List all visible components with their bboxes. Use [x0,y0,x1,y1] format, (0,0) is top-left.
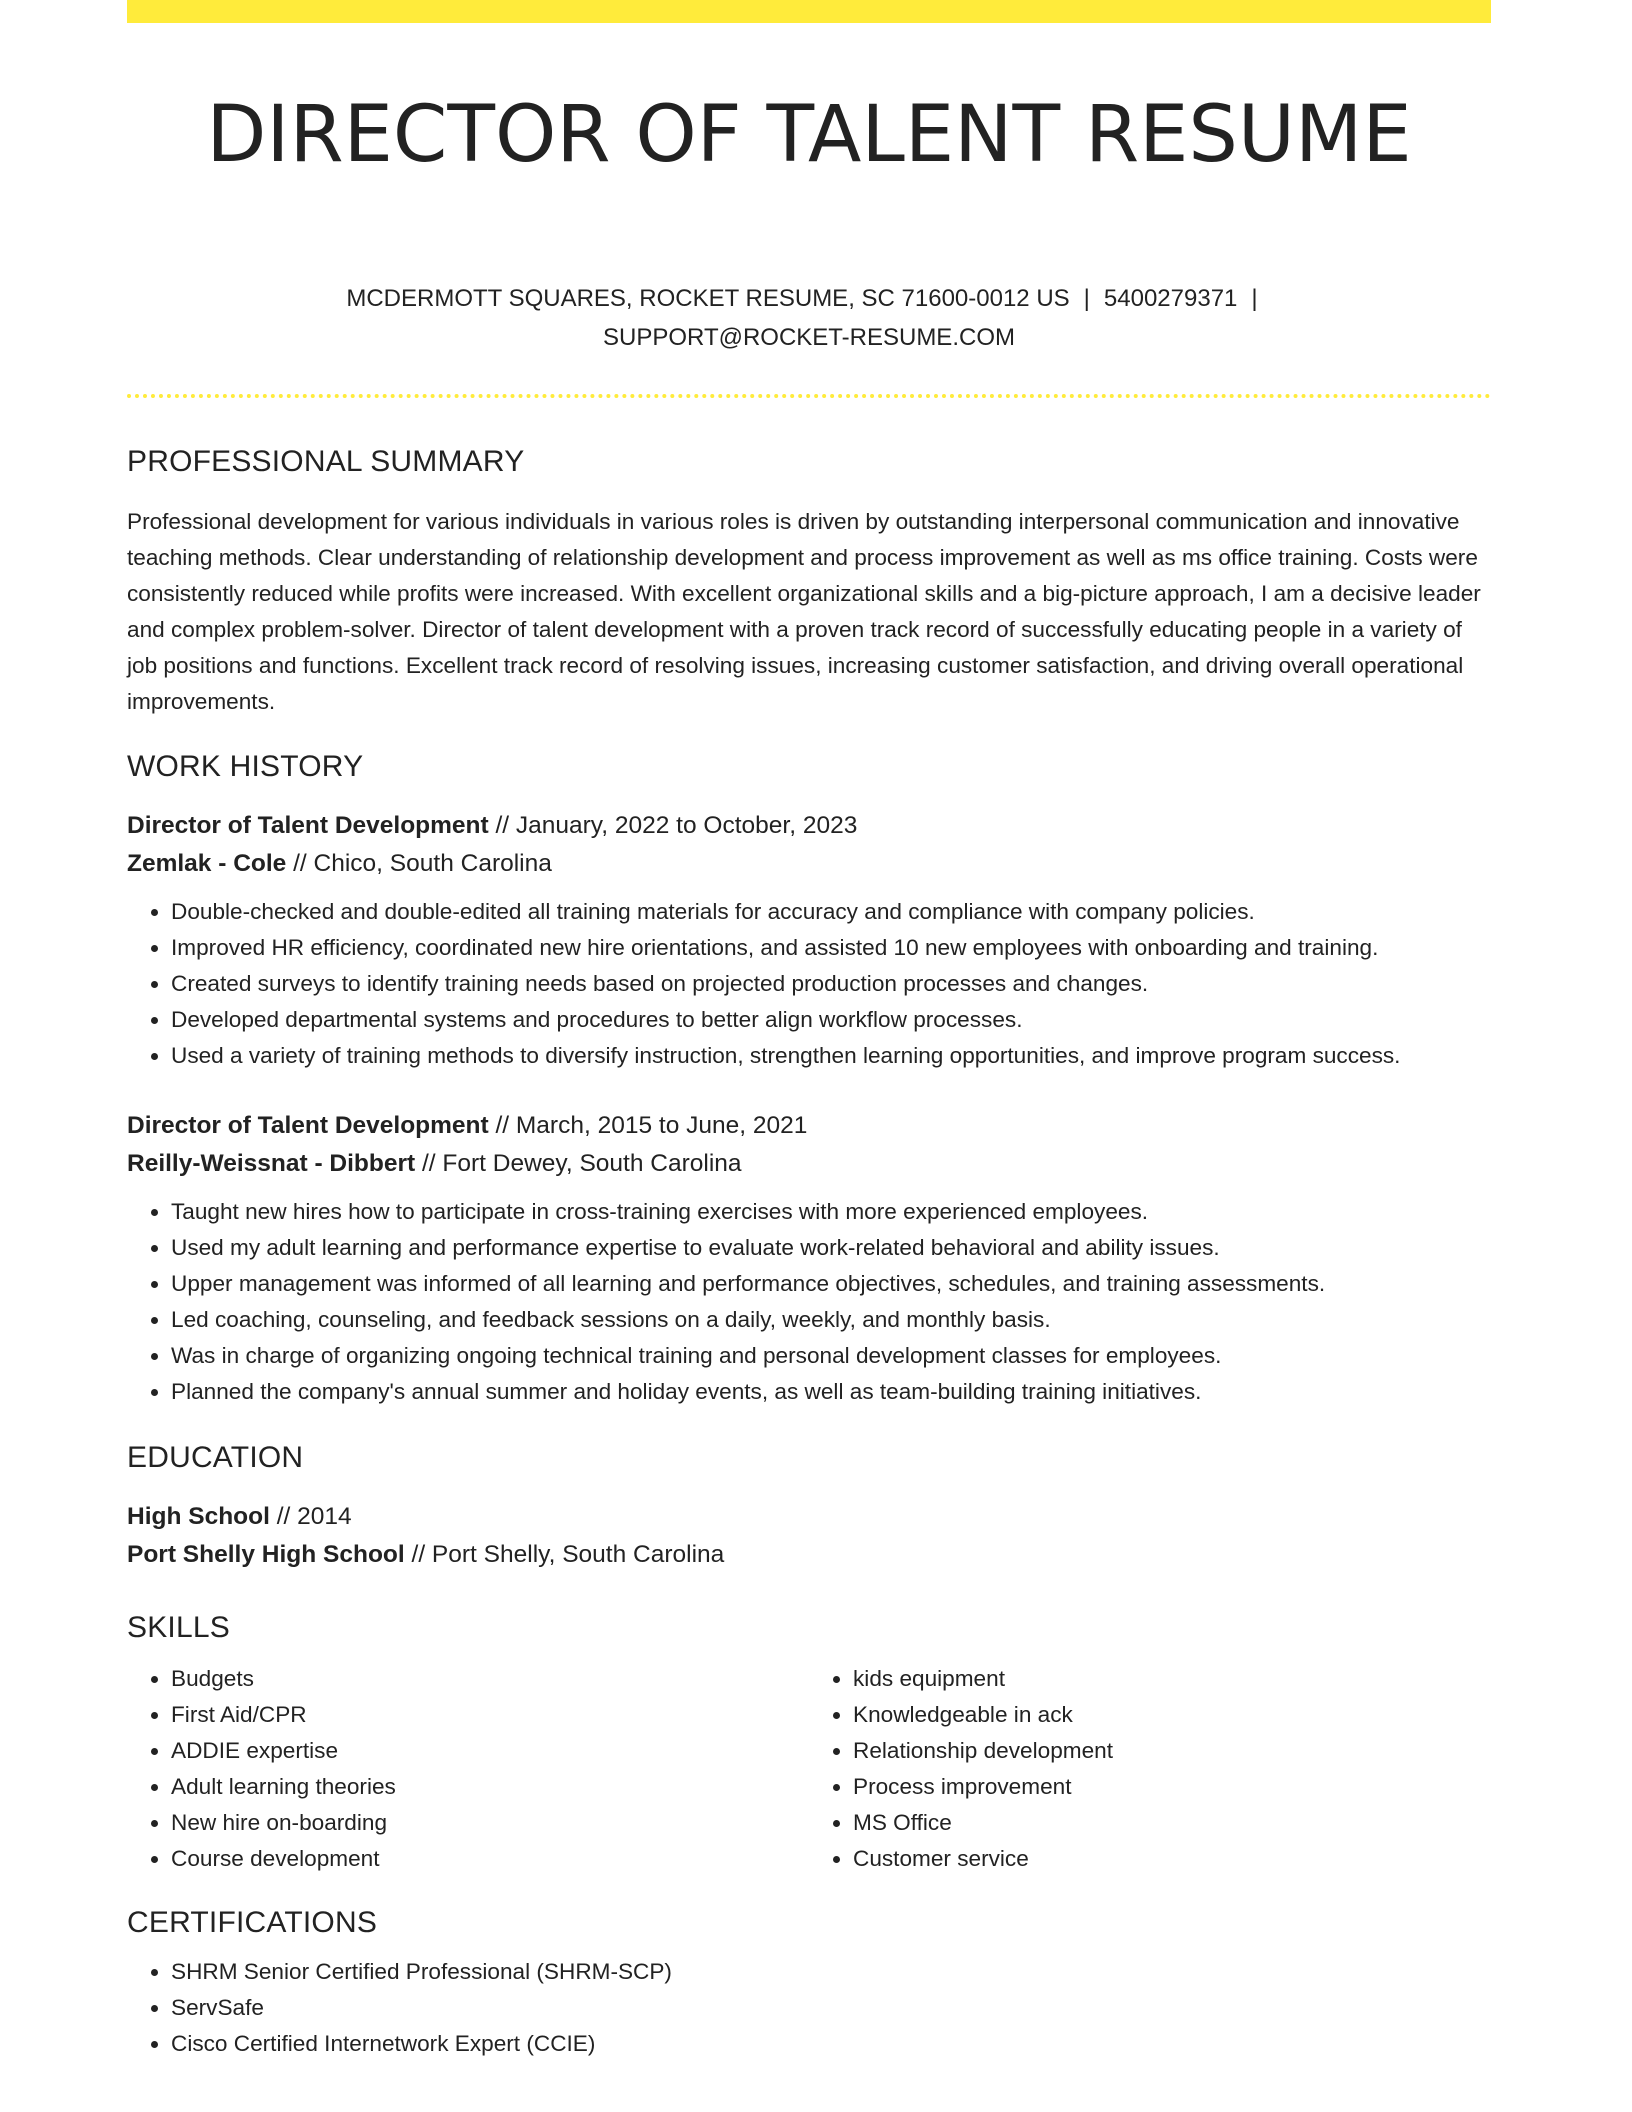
certifications-list [127,1954,1491,2062]
job-dates: // January, 2022 to October, 2023 [488,812,858,839]
job-bullet: • Was in charge of organizing ongoing technical training and personal development classes for employees. [171,1338,1491,1374]
skill-item: • kids equipment [853,1661,1491,1697]
education-entry [127,1498,1491,1574]
skills-grid [127,1661,1491,1877]
certification-item: • SHRM Senior Certified Professional (SHRM-SCP) [171,1954,1491,1990]
education-school-line [127,1536,1491,1574]
job-title-line [127,1107,1491,1145]
contact-email: SUPPORT@ROCKET-RESUME.COM [603,324,1015,351]
skill-item: • Adult learning theories [171,1769,809,1805]
job-dates: // March, 2015 to June, 2021 [488,1112,808,1139]
job-bullet: • Improved HR efficiency, coordinated new hire orientations, and assisted 10 new employees with onboarding and training. [171,930,1491,966]
job-title: Director of Talent Development [127,1112,489,1139]
skill-item: • ADDIE expertise [171,1733,809,1769]
education-degree-line [127,1498,1491,1536]
job-company: Reilly-Weissnat - Dibbert [127,1150,416,1177]
work-heading: WORK HISTORY [127,750,364,783]
job-bullet: • Taught new hires how to participate in cross-training exercises with more experienced employees. [171,1194,1491,1230]
skill-item: • New hire on-boarding [171,1805,809,1841]
job-bullet: • Developed departmental systems and procedures to better align workflow processes. [171,1002,1491,1038]
skills-column-right [809,1661,1491,1877]
job-title-line [127,807,1491,845]
skills-column-left [127,1661,809,1877]
summary-text: Professional development for various individuals in various roles is driven by outstanding interpersonal communication and innovative teaching methods. Clear understanding of relationship development and process improvement as well as ms office training. Costs were consistently reduced while profits were increased. With excellent organizational skills and a big-picture approach, I am a decisive leader and complex problem-solver. Director of talent development with a proven track record of successfully educating people in a variety of job positions and functions. Excellent track record of resolving issues, increasing customer satisfaction, and driving overall operational improvements. [127,509,1481,714]
skill-item: • Course development [171,1841,809,1877]
skill-item: • Relationship development [853,1733,1491,1769]
contact-separator: | [1083,285,1090,312]
job-bullet: • Used my adult learning and performance expertise to evaluate work-related behavioral and ability issues. [171,1230,1491,1266]
resume-title: DIRECTOR OF TALENT RESUME [206,90,1412,180]
contact-info [127,279,1491,357]
job-company-line [127,845,1491,883]
skill-item: • Customer service [853,1841,1491,1877]
job-entry [127,1107,1491,1410]
certification-item: • Cisco Certified Internetwork Expert (CCIE) [171,2026,1491,2062]
skill-item: • Process improvement [853,1769,1491,1805]
job-location: // Fort Dewey, South Carolina [415,1150,742,1177]
job-bullet: • Planned the company's annual summer and holiday events, as well as team-building training initiatives. [171,1374,1491,1410]
education-school: Port Shelly High School [127,1541,405,1568]
skill-item: • Budgets [171,1661,809,1697]
job-bullet: • Upper management was informed of all learning and performance objectives, schedules, and training assessments. [171,1266,1491,1302]
certification-item: • ServSafe [171,1990,1491,2026]
job-bullet: • Used a variety of training methods to diversify instruction, strengthen learning opportunities, and improve program success. [171,1038,1491,1074]
job-location: // Chico, South Carolina [286,850,552,877]
skills-heading: SKILLS [127,1611,230,1644]
resume-page [127,23,1491,2062]
education-location: // Port Shelly, South Carolina [404,1541,725,1568]
education-year: // 2014 [269,1503,352,1530]
summary-heading: PROFESSIONAL SUMMARY [127,445,525,478]
job-company: Zemlak - Cole [127,850,287,877]
accent-bar [127,0,1491,23]
job-bullet: • Created surveys to identify training needs based on projected production processes and changes. [171,966,1491,1002]
skill-item: • First Aid/CPR [171,1697,809,1733]
job-bullets [127,1194,1491,1410]
job-entry [127,807,1491,1074]
job-bullets [127,894,1491,1074]
skill-item: • Knowledgeable in ack [853,1697,1491,1733]
job-title: Director of Talent Development [127,812,489,839]
certifications-heading: CERTIFICATIONS [127,1906,378,1939]
education-heading: EDUCATION [127,1441,304,1474]
dotted-divider [127,394,1491,398]
job-bullet: • Led coaching, counseling, and feedback sessions on a daily, weekly, and monthly basis. [171,1302,1491,1338]
contact-address: MCDERMOTT SQUARES, ROCKET RESUME, SC 71600-0012 US [346,285,1070,312]
job-company-line [127,1145,1491,1183]
contact-phone: 5400279371 [1103,285,1238,312]
skill-item: • MS Office [853,1805,1491,1841]
contact-separator: | [1251,285,1258,312]
job-bullet: • Double-checked and double-edited all training materials for accuracy and compliance with company policies. [171,894,1491,930]
education-degree: High School [127,1503,270,1530]
